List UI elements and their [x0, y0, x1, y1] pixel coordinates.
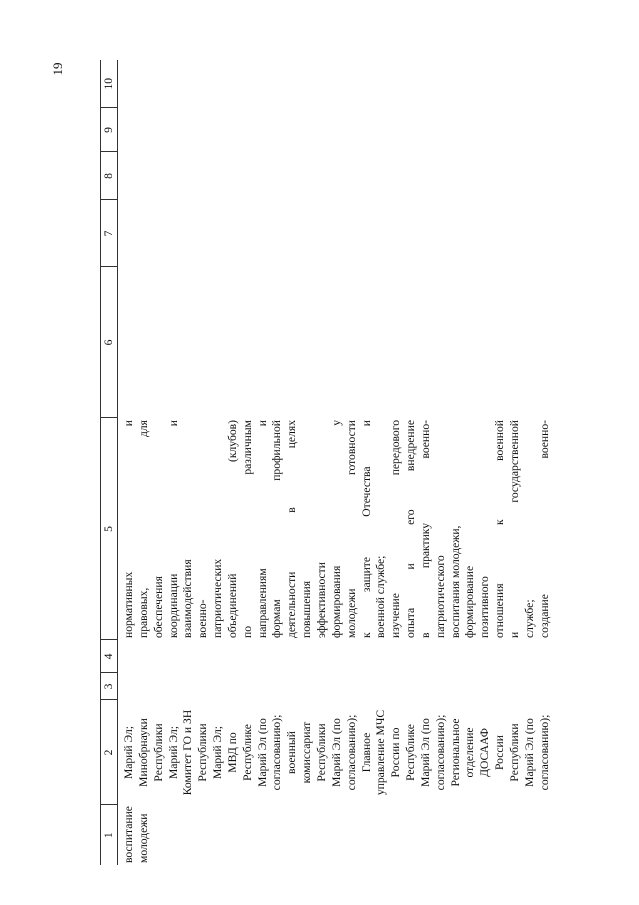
- text-line: России по: [389, 727, 403, 778]
- column-number-3: 3: [101, 673, 118, 700]
- cell-col-9: [118, 108, 553, 152]
- column-number-10: 10: [101, 60, 118, 108]
- cell-col-3: [118, 673, 553, 700]
- event-name-lines: [122, 807, 152, 863]
- cell-col-6: [118, 267, 553, 418]
- cell-col-7: [118, 200, 553, 267]
- text-line: по различным: [240, 420, 254, 638]
- text-line: Республики: [151, 723, 165, 782]
- text-line: опыта и его внедрение: [404, 420, 418, 638]
- text-line: в практику военно-: [418, 420, 432, 638]
- text-line: деятельности в целях: [285, 420, 299, 638]
- text-line: Марий Эл (по: [522, 718, 536, 787]
- table-row: [118, 60, 553, 865]
- text-line: Республики: [196, 723, 210, 782]
- text-line: эффективности: [314, 562, 328, 638]
- column-number-1: 1: [101, 805, 118, 865]
- text-line: создание военно-: [537, 420, 551, 638]
- text-line: молодежи готовности: [344, 420, 358, 638]
- page-number: 19: [50, 62, 65, 76]
- column-number-9: 9: [101, 108, 118, 152]
- text-line: Марий Эл (по: [418, 718, 432, 787]
- executors-cell: [118, 700, 553, 805]
- text-line: патриотических: [211, 558, 225, 638]
- text-line: военный: [285, 731, 299, 774]
- description-lines: [122, 420, 552, 638]
- text-line: формирования у: [329, 420, 343, 638]
- text-line: Республике: [404, 724, 418, 781]
- text-line: Минобрнауки: [136, 718, 150, 787]
- text-line: ДОСААФ: [478, 728, 492, 777]
- text-line: повышения: [300, 580, 314, 638]
- text-line: и государственной: [507, 420, 521, 638]
- text-line: формам профильной: [270, 420, 284, 638]
- text-line: позитивного: [478, 576, 492, 638]
- text-line: направлениям и: [255, 420, 269, 638]
- text-line: МВД по: [225, 732, 239, 773]
- text-line: к защите Отечества и: [359, 420, 373, 638]
- text-line: Комитет ГО и ЗН: [181, 709, 195, 796]
- text-line: Республике: [240, 724, 254, 781]
- text-line: согласованию);: [270, 714, 284, 791]
- text-line: Марий Эл (по: [329, 718, 343, 787]
- text-line: нормативных и: [122, 420, 135, 638]
- text-line: согласованию);: [344, 714, 358, 791]
- text-line: Марий Эл;: [211, 725, 225, 780]
- text-line: патриотического: [433, 555, 447, 638]
- text-line: правовых, для: [136, 420, 150, 638]
- description-cell: [118, 418, 553, 640]
- text-line: управление МЧС: [374, 709, 388, 796]
- text-line: изучение передового: [389, 420, 403, 638]
- text-line: объединений (клубов): [225, 420, 239, 638]
- cell-col-10: [118, 60, 553, 108]
- text-line: России: [493, 735, 507, 770]
- text-line: обеспечения: [151, 576, 165, 638]
- text-line: Республики: [314, 723, 328, 782]
- event-name-cell: [118, 805, 553, 865]
- cell-col-8: [118, 152, 553, 200]
- text-line: Главное: [359, 732, 373, 773]
- text-line: Республики: [507, 723, 521, 782]
- column-number-4: 4: [101, 640, 118, 673]
- program-table: [100, 60, 552, 865]
- text-line: молодежи: [136, 813, 150, 863]
- column-number-2: 2: [101, 700, 118, 805]
- text-line: отношения к военной: [493, 420, 507, 638]
- text-line: службе;: [522, 599, 536, 638]
- text-line: Марий Эл (по: [255, 718, 269, 787]
- executors-lines: [122, 702, 552, 803]
- text-line: координации и: [166, 420, 180, 638]
- column-number-7: 7: [101, 200, 118, 267]
- column-number-row: [101, 60, 118, 865]
- text-line: воспитание: [122, 806, 135, 863]
- text-line: согласованию);: [537, 714, 551, 791]
- column-number-5: 5: [101, 418, 118, 640]
- text-line: воспитания молодежи,: [448, 525, 462, 638]
- text-line: согласованию);: [433, 714, 447, 791]
- text-line: отделение: [463, 727, 477, 778]
- column-number-6: 6: [101, 267, 118, 418]
- text-line: Региональное: [448, 718, 462, 787]
- column-number-8: 8: [101, 152, 118, 200]
- text-line: Марий Эл;: [122, 725, 135, 780]
- text-line: взаимодействия: [181, 559, 195, 638]
- text-line: Марий Эл;: [166, 725, 180, 780]
- text-line: военно-: [196, 599, 210, 638]
- cell-col-4: [118, 640, 553, 673]
- text-line: формирование: [463, 565, 477, 638]
- text-line: комиссариат: [300, 721, 314, 784]
- text-line: военной службе;: [374, 555, 388, 638]
